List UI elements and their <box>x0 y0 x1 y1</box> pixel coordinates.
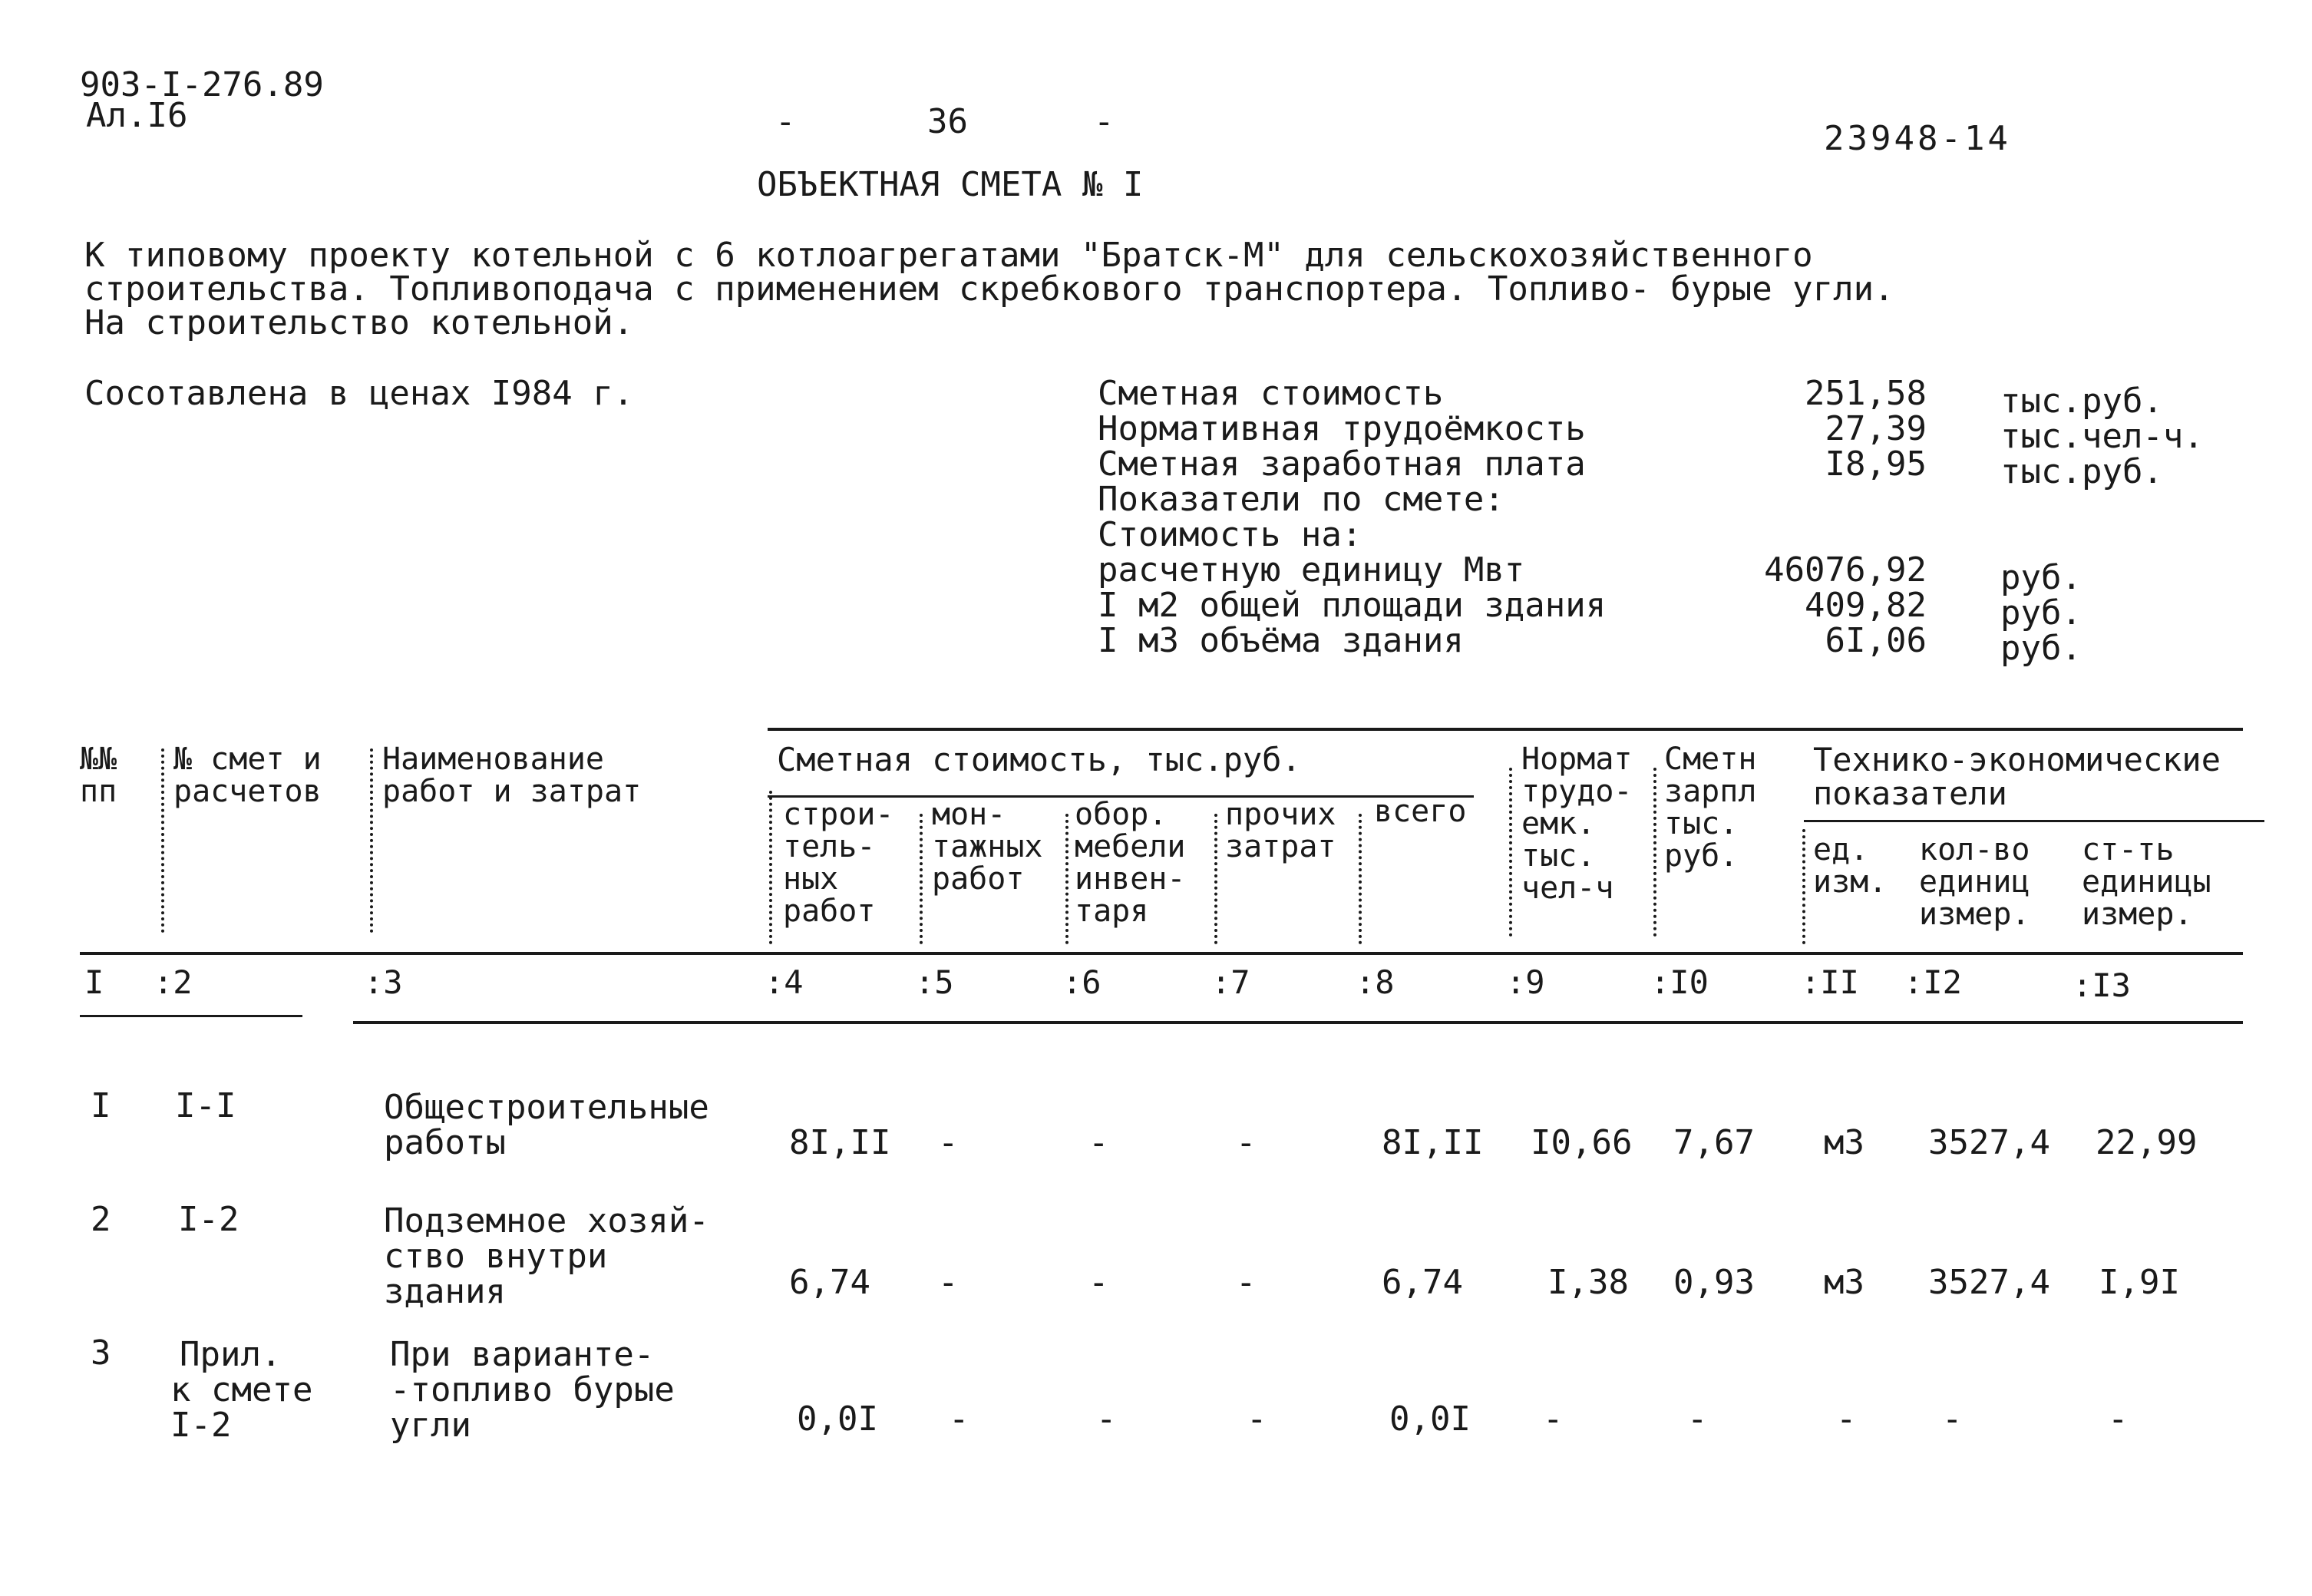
header-install: мон- тажных работ <box>932 797 1043 897</box>
summary-unit: тыс.чел-ч. <box>2000 417 2204 456</box>
summary-value: 409,82 <box>1805 586 1927 625</box>
cell-labor: I,38 <box>1547 1263 1629 1302</box>
cell-total: 6,74 <box>1382 1263 1463 1302</box>
cell-build: 0,0I <box>797 1399 878 1439</box>
header-num: №№ пп <box>80 742 117 809</box>
registry-number: 23948-14 <box>1824 119 2011 158</box>
summary-unit: тыс.руб. <box>2000 382 2163 421</box>
cell-salary: - <box>1687 1399 1708 1439</box>
row-name: Подземное хозяй- ство внутри здания <box>384 1201 709 1311</box>
col-number: :4 <box>765 963 804 1001</box>
page-dash-right: - <box>1094 102 1115 141</box>
page-dash-left: - <box>775 102 796 141</box>
cell-build: 6,74 <box>789 1263 870 1302</box>
cell-unit: м3 <box>1824 1263 1864 1302</box>
summary-unit: руб. <box>2000 593 2082 633</box>
cell-total: 8I,II <box>1382 1123 1484 1162</box>
summary-value <box>1673 482 1927 517</box>
cell-unit-cost: - <box>2108 1399 2129 1439</box>
summary-value: 46076,92 <box>1764 550 1927 590</box>
header-other: прочих затрат <box>1225 797 1336 864</box>
cell-equip: - <box>1088 1123 1109 1162</box>
cell-other: - <box>1236 1263 1257 1302</box>
col-number: :II <box>1801 963 1859 1001</box>
cell-build: 8I,II <box>789 1123 891 1162</box>
header-qty: кол-во единиц измер. <box>1919 832 2030 932</box>
summary-unit: руб. <box>2000 558 2082 597</box>
header-salary: Сметн зарпл тыс. руб. <box>1664 742 1757 874</box>
summary-label: I м3 объёма здания <box>1098 621 1464 660</box>
summary-label: I м2 общей площади здания <box>1098 586 1607 625</box>
header-calc: № смет и расчетов <box>173 742 322 809</box>
cell-install: - <box>938 1123 959 1162</box>
column-separator <box>161 748 164 933</box>
summary-unit: тыс.руб. <box>2000 452 2163 491</box>
cell-equip: - <box>1088 1263 1109 1302</box>
description-line-3: На строительство котельной. <box>84 303 634 342</box>
cell-install: - <box>938 1263 959 1302</box>
summary-label: Нормативная трудоёмкость <box>1098 409 1586 448</box>
summary-value: 6I,06 <box>1825 621 1927 660</box>
row-calc: I-2 <box>178 1200 239 1239</box>
cell-unit: - <box>1836 1399 1857 1439</box>
cell-qty: 3527,4 <box>1928 1263 2050 1302</box>
cell-salary: 0,93 <box>1673 1263 1755 1302</box>
header-bottom-rule <box>80 952 2243 955</box>
summary-label: расчетную единицу Мвт <box>1098 550 1525 590</box>
table-top-rule <box>768 728 2243 731</box>
header-tech-group: Технико-экономические показатели <box>1813 741 2221 812</box>
cell-install: - <box>949 1399 969 1439</box>
summary-label: Сметная заработная плата <box>1098 444 1586 484</box>
header-equip: обор. мебели инвен- таря <box>1075 797 1186 929</box>
header-cost-group: Сметная стоимость, тыс.руб. <box>777 741 1301 778</box>
summary-labels <box>1098 376 1606 659</box>
row-calc: I-I <box>175 1086 236 1125</box>
row-calc: Прил. к смете I-2 <box>170 1335 313 1445</box>
header-unit-cost: ст-ть единицы измер. <box>2082 832 2211 932</box>
summary-label: Сметная стоимость <box>1098 374 1444 413</box>
summary-value: I8,95 <box>1825 444 1927 484</box>
summary-unit <box>2000 525 2204 560</box>
summary-label: Стоимость на: <box>1098 515 1362 554</box>
cell-unit-cost: 22,99 <box>2096 1123 2198 1162</box>
summary-value <box>1673 517 1927 553</box>
column-separator <box>370 748 373 933</box>
column-separator <box>1509 768 1512 937</box>
col-number: :8 <box>1356 963 1395 1001</box>
col-number: :3 <box>364 963 403 1001</box>
cell-labor: - <box>1543 1399 1564 1439</box>
column-separator <box>920 814 923 944</box>
cell-qty: 3527,4 <box>1928 1123 2050 1162</box>
col-number: I <box>84 963 104 1001</box>
col-numbers-rule-right <box>353 1021 2243 1024</box>
summary-label: Показатели по смете: <box>1098 480 1504 519</box>
col-number: :7 <box>1211 963 1250 1001</box>
sheet-number: Ал.I6 <box>86 96 188 135</box>
cell-total: 0,0I <box>1389 1399 1471 1439</box>
cell-unit: м3 <box>1824 1123 1864 1162</box>
document-code: 903-I-276.89 <box>80 65 324 104</box>
cell-labor: I0,66 <box>1531 1123 1633 1162</box>
row-name: При варианте- -топливо бурые угли <box>390 1335 675 1445</box>
header-name: Наименование работ и затрат <box>382 742 642 809</box>
cell-qty: - <box>1942 1399 1963 1439</box>
col-number: :2 <box>154 963 193 1001</box>
description-line-2: строительства. Топливоподача с применением скребкового транспортера. Топливо- бурые угли. <box>84 269 1894 309</box>
summary-value: 251,58 <box>1805 374 1927 413</box>
col-number: :I0 <box>1650 963 1709 1001</box>
column-separator <box>1359 814 1362 944</box>
cell-equip: - <box>1096 1399 1117 1439</box>
header-total: всего <box>1374 794 1467 829</box>
row-num: I <box>91 1086 111 1125</box>
column-separator <box>1214 814 1217 944</box>
cell-salary: 7,67 <box>1673 1123 1755 1162</box>
header-unit: ед. изм. <box>1813 832 1888 900</box>
cell-other: - <box>1247 1399 1267 1439</box>
column-separator <box>1802 829 1805 944</box>
cell-other: - <box>1236 1123 1257 1162</box>
header-labor: Нормат трудо- емк. тыс. чел-ч <box>1521 742 1633 906</box>
summary-values <box>1673 376 1927 659</box>
column-separator <box>1065 814 1068 944</box>
column-separator <box>769 791 772 944</box>
row-name: Общестроительные работы <box>384 1088 709 1162</box>
row-num: 2 <box>91 1200 111 1239</box>
column-separator <box>1653 768 1656 937</box>
summary-unit <box>2000 490 2204 525</box>
col-numbers-rule-left <box>80 1015 302 1017</box>
summary-value: 27,39 <box>1825 409 1927 448</box>
col-number: :6 <box>1062 963 1102 1001</box>
summary-unit: руб. <box>2000 629 2082 668</box>
description-line-1: К типовому проекту котельной с 6 котлоагрегатами "Братск-М" для сельскохозяйственного <box>84 236 1813 275</box>
prices-note: Сосотавлена в ценах I984 г. <box>84 374 634 413</box>
page-number: 36 <box>927 102 968 141</box>
col-number: :I2 <box>1904 963 1962 1001</box>
col-number: :5 <box>915 963 954 1001</box>
row-num: 3 <box>91 1333 111 1373</box>
tech-group-underline <box>1804 820 2264 822</box>
cell-unit-cost: I,9I <box>2099 1263 2180 1302</box>
page-title: ОБЪЕКТНАЯ СМЕТА № I <box>757 165 1144 204</box>
summary-units <box>2000 384 2204 666</box>
col-number: :I3 <box>2073 967 2131 1004</box>
header-build: строи- тель- ных работ <box>783 797 894 929</box>
col-number: :9 <box>1506 963 1545 1001</box>
